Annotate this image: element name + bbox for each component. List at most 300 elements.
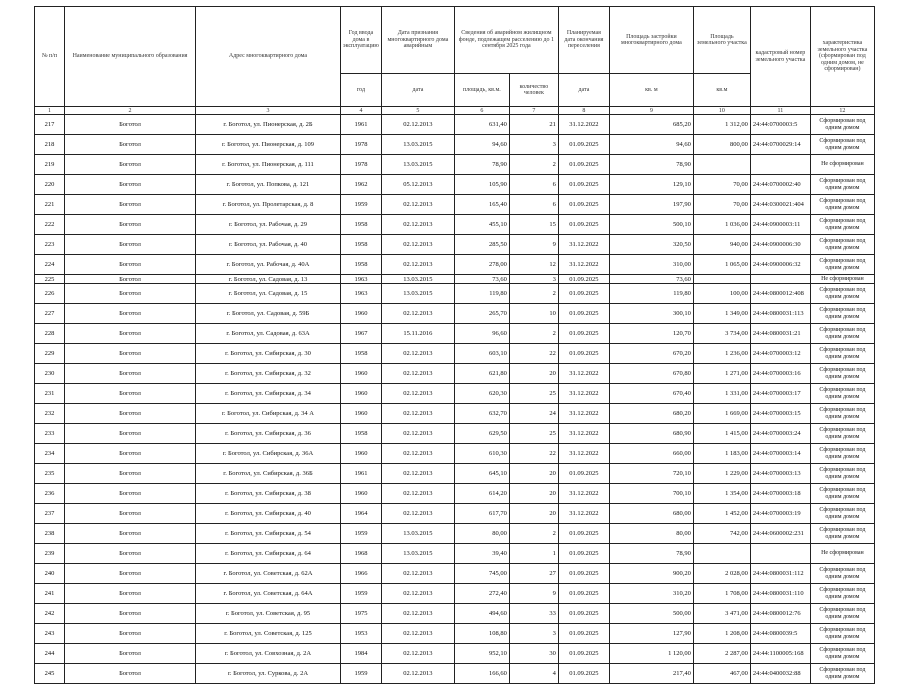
cell-address: г. Боготол, ул. Сибирская, д. 34	[196, 384, 341, 404]
cell-area: 73,60	[454, 275, 509, 284]
cell-number: 225	[35, 275, 65, 284]
col-number: 12	[810, 107, 874, 115]
cell-building-area: 720,10	[609, 464, 693, 484]
cell-municipality: Боготол	[65, 384, 196, 404]
cell-municipality: Боготол	[65, 584, 196, 604]
cell-area: 455,10	[454, 215, 509, 235]
cell-number: 238	[35, 524, 65, 544]
cell-land-area	[693, 544, 750, 564]
header-no: № п/п	[35, 7, 65, 107]
table-row	[35, 504, 875, 524]
cell-number: 231	[35, 384, 65, 404]
cell-municipality: Боготол	[65, 444, 196, 464]
cell-planned-date: 31.12.2022	[558, 115, 609, 135]
cell-address: г. Боготол, ул. Сибирская, д. 54	[196, 524, 341, 544]
cell-emergency-date: 02.12.2013	[381, 584, 454, 604]
cell-emergency-date: 02.12.2013	[381, 464, 454, 484]
cell-building-area: 120,70	[609, 324, 693, 344]
cell-address: г. Боготол, ул. Сибирская, д. 36Б	[196, 464, 341, 484]
cell-emergency-date: 15.11.2016	[381, 324, 454, 344]
cell-land-char: Сформирован под одним домом	[810, 115, 874, 135]
cell-area: 166,60	[454, 664, 509, 684]
cell-municipality: Боготол	[65, 644, 196, 664]
cell-emergency-date: 02.12.2013	[381, 304, 454, 324]
cell-land-area: 1 354,00	[693, 484, 750, 504]
cell-year: 1958	[341, 235, 382, 255]
cell-number: 230	[35, 364, 65, 384]
cell-building-area: 300,10	[609, 304, 693, 324]
cell-cadastral: 24:44:0800031:110	[750, 584, 810, 604]
cell-address: г. Боготол, ул. Рабочая, д. 40А	[196, 255, 341, 275]
cell-municipality: Боготол	[65, 624, 196, 644]
cell-area: 119,80	[454, 284, 509, 304]
cell-planned-date: 01.09.2025	[558, 564, 609, 584]
cell-address: г. Боготол, ул. Попкова, д. 121	[196, 175, 341, 195]
cell-address: г. Боготол, ул. Сибирская, д. 36А	[196, 444, 341, 464]
cell-number: 242	[35, 604, 65, 624]
cell-number: 235	[35, 464, 65, 484]
cell-planned-date: 01.09.2025	[558, 135, 609, 155]
cell-planned-date: 01.09.2025	[558, 275, 609, 284]
col-number: 10	[693, 107, 750, 115]
cell-planned-date: 31.12.2022	[558, 404, 609, 424]
cell-emergency-date: 02.12.2013	[381, 215, 454, 235]
cell-land-char: Сформирован под одним домом	[810, 175, 874, 195]
cell-cadastral: 24:44:0400032:88	[750, 664, 810, 684]
cell-planned-date: 01.09.2025	[558, 584, 609, 604]
cell-number: 227	[35, 304, 65, 324]
cell-year: 1960	[341, 384, 382, 404]
cell-year: 1958	[341, 424, 382, 444]
cell-area: 272,40	[454, 584, 509, 604]
cell-year: 1961	[341, 115, 382, 135]
cell-planned-date: 01.09.2025	[558, 175, 609, 195]
cell-people: 21	[509, 115, 558, 135]
cell-land-char: Сформирован под одним домом	[810, 364, 874, 384]
cell-people: 20	[509, 504, 558, 524]
cell-cadastral: 24:44:0800012:408	[750, 284, 810, 304]
col-number: 9	[609, 107, 693, 115]
cell-planned-date: 31.12.2022	[558, 424, 609, 444]
cell-emergency-date: 02.12.2013	[381, 235, 454, 255]
cell-people: 22	[509, 344, 558, 364]
cell-municipality: Боготол	[65, 344, 196, 364]
table-row	[35, 544, 875, 564]
table-row	[35, 644, 875, 664]
cell-building-area: 660,00	[609, 444, 693, 464]
cell-emergency-date: 02.12.2013	[381, 624, 454, 644]
table-row	[35, 215, 875, 235]
cell-people: 30	[509, 644, 558, 664]
cell-address: г. Боготол, ул. Сибирская, д. 38	[196, 484, 341, 504]
cell-cadastral: 24:44:0800012:76	[750, 604, 810, 624]
cell-people: 2	[509, 284, 558, 304]
cell-land-char: Сформирован под одним домом	[810, 484, 874, 504]
cell-land-area: 800,00	[693, 135, 750, 155]
housing-register-sheet	[34, 6, 875, 684]
table-row	[35, 604, 875, 624]
emergency-housing-table	[34, 6, 875, 684]
cell-land-area: 1 229,00	[693, 464, 750, 484]
table-body	[35, 115, 875, 684]
cell-land-char: Сформирован под одним домом	[810, 404, 874, 424]
cell-building-area: 320,50	[609, 235, 693, 255]
cell-year: 1960	[341, 444, 382, 464]
cell-people: 2	[509, 324, 558, 344]
cell-number: 219	[35, 155, 65, 175]
cell-cadastral: 24:44:0700002:40	[750, 175, 810, 195]
cell-people: 33	[509, 604, 558, 624]
cell-land-char: Сформирован под одним домом	[810, 664, 874, 684]
cell-address: г. Боготол, ул. Садовая, д. 59Б	[196, 304, 341, 324]
cell-planned-date: 01.09.2025	[558, 215, 609, 235]
cell-year: 1958	[341, 215, 382, 235]
table-row	[35, 564, 875, 584]
cell-cadastral: 24:44:0800039:5	[750, 624, 810, 644]
cell-municipality: Боготол	[65, 524, 196, 544]
cell-area: 610,30	[454, 444, 509, 464]
cell-municipality: Боготол	[65, 275, 196, 284]
cell-year: 1963	[341, 284, 382, 304]
cell-area: 620,30	[454, 384, 509, 404]
cell-land-area: 70,00	[693, 195, 750, 215]
col-number: 4	[341, 107, 382, 115]
cell-address: г. Боготол, ул. Суркова, д. 2А	[196, 664, 341, 684]
table-row	[35, 524, 875, 544]
cell-municipality: Боготол	[65, 604, 196, 624]
cell-year: 1958	[341, 344, 382, 364]
cell-emergency-date: 02.12.2013	[381, 195, 454, 215]
cell-year: 1959	[341, 664, 382, 684]
header-cadastral: кадастровый номер земельного участка	[750, 7, 810, 107]
cell-people: 2	[509, 524, 558, 544]
cell-land-char: Сформирован под одним домом	[810, 464, 874, 484]
table-header	[35, 7, 875, 115]
cell-emergency-date: 02.12.2013	[381, 404, 454, 424]
table-row	[35, 384, 875, 404]
cell-building-area: 670,80	[609, 364, 693, 384]
cell-people: 15	[509, 215, 558, 235]
cell-land-area: 1 708,00	[693, 584, 750, 604]
cell-emergency-date: 02.12.2013	[381, 484, 454, 504]
header-building-area: Площадь застройки многоквартирного дома	[609, 7, 693, 74]
cell-emergency-date: 02.12.2013	[381, 564, 454, 584]
cell-land-char: Сформирован под одним домом	[810, 235, 874, 255]
cell-address: г. Боготол, ул. Советская, д. 125	[196, 624, 341, 644]
cell-cadastral: 24:44:0700029:14	[750, 135, 810, 155]
cell-planned-date: 31.12.2022	[558, 484, 609, 504]
table-row	[35, 155, 875, 175]
cell-area: 285,50	[454, 235, 509, 255]
cell-area: 494,60	[454, 604, 509, 624]
cell-cadastral: 24:44:0700003:16	[750, 364, 810, 384]
header-resettle-info: Сведения об аварийном жилищном фонде, подлежащем расселению до 1 сентября 2025 года	[454, 7, 558, 74]
cell-building-area: 685,20	[609, 115, 693, 135]
cell-people: 3	[509, 275, 558, 284]
cell-municipality: Боготол	[65, 255, 196, 275]
cell-area: 632,70	[454, 404, 509, 424]
cell-land-char: Сформирован под одним домом	[810, 424, 874, 444]
cell-building-area: 680,00	[609, 504, 693, 524]
cell-land-char: Не сформирован	[810, 544, 874, 564]
cell-year: 1978	[341, 135, 382, 155]
cell-address: г. Боготол, ул. Совхозная, д. 2А	[196, 644, 341, 664]
cell-emergency-date: 13.03.2015	[381, 155, 454, 175]
cell-year: 1961	[341, 464, 382, 484]
subheader-year: год	[341, 74, 382, 107]
cell-number: 228	[35, 324, 65, 344]
cell-emergency-date: 02.12.2013	[381, 444, 454, 464]
cell-address: г. Боготол, ул. Пионерская, д. 109	[196, 135, 341, 155]
cell-people: 9	[509, 235, 558, 255]
table-row	[35, 404, 875, 424]
cell-emergency-date: 02.12.2013	[381, 504, 454, 524]
cell-land-area: 1 415,00	[693, 424, 750, 444]
cell-address: г. Боготол, ул. Садовая, д. 13	[196, 275, 341, 284]
cell-people: 24	[509, 404, 558, 424]
cell-people: 25	[509, 424, 558, 444]
col-number: 3	[196, 107, 341, 115]
cell-area: 631,40	[454, 115, 509, 135]
table-row	[35, 584, 875, 604]
cell-municipality: Боготол	[65, 364, 196, 384]
cell-emergency-date: 13.03.2015	[381, 135, 454, 155]
cell-building-area: 500,00	[609, 604, 693, 624]
cell-emergency-date: 02.12.2013	[381, 424, 454, 444]
cell-land-char: Сформирован под одним домом	[810, 384, 874, 404]
cell-address: г. Боготол, ул. Сибирская, д. 64	[196, 544, 341, 564]
cell-year: 1964	[341, 504, 382, 524]
cell-number: 224	[35, 255, 65, 275]
cell-municipality: Боготол	[65, 544, 196, 564]
cell-people: 2	[509, 155, 558, 175]
cell-address: г. Боготол, ул. Советская, д. 64А	[196, 584, 341, 604]
cell-address: г. Боготол, ул. Пролетарская, д. 8	[196, 195, 341, 215]
cell-emergency-date: 02.12.2013	[381, 364, 454, 384]
cell-area: 80,00	[454, 524, 509, 544]
cell-planned-date: 31.12.2022	[558, 504, 609, 524]
cell-people: 6	[509, 175, 558, 195]
cell-cadastral: 24:44:0700003:12	[750, 344, 810, 364]
cell-emergency-date: 05.12.2013	[381, 175, 454, 195]
cell-year: 1959	[341, 524, 382, 544]
cell-people: 12	[509, 255, 558, 275]
cell-planned-date: 01.09.2025	[558, 344, 609, 364]
cell-people: 3	[509, 135, 558, 155]
cell-year: 1975	[341, 604, 382, 624]
cell-planned-date: 01.09.2025	[558, 544, 609, 564]
table-row	[35, 175, 875, 195]
cell-cadastral	[750, 275, 810, 284]
cell-area: 952,10	[454, 644, 509, 664]
cell-people: 10	[509, 304, 558, 324]
cell-address: г. Боготол, ул. Садовая, д. 15	[196, 284, 341, 304]
table-row	[35, 464, 875, 484]
cell-area: 108,80	[454, 624, 509, 644]
subheader-area: площадь, кв.м.	[454, 74, 509, 107]
cell-emergency-date: 02.12.2013	[381, 644, 454, 664]
cell-cadastral: 24:44:0300021:404	[750, 195, 810, 215]
cell-planned-date: 01.09.2025	[558, 155, 609, 175]
table-row	[35, 235, 875, 255]
header-year-commission: Год ввода дома в эксплуатацию	[341, 7, 382, 74]
cell-land-area: 100,00	[693, 284, 750, 304]
cell-year: 1960	[341, 364, 382, 384]
table-row	[35, 624, 875, 644]
cell-area: 94,60	[454, 135, 509, 155]
cell-municipality: Боготол	[65, 464, 196, 484]
header-date-emergency: Дата признания многоквартирного дома аварийным	[381, 7, 454, 74]
cell-land-area: 1 669,00	[693, 404, 750, 424]
cell-municipality: Боготол	[65, 564, 196, 584]
cell-people: 27	[509, 564, 558, 584]
cell-address: г. Боготол, ул. Сибирская, д. 34 А	[196, 404, 341, 424]
cell-emergency-date: 02.12.2013	[381, 115, 454, 135]
cell-area: 105,90	[454, 175, 509, 195]
cell-cadastral: 24:44:0800031:21	[750, 324, 810, 344]
col-number: 5	[381, 107, 454, 115]
cell-year: 1958	[341, 255, 382, 275]
cell-building-area: 78,90	[609, 544, 693, 564]
cell-land-area: 467,00	[693, 664, 750, 684]
cell-land-char: Не сформирован	[810, 155, 874, 175]
cell-building-area: 670,40	[609, 384, 693, 404]
cell-year: 1959	[341, 195, 382, 215]
cell-municipality: Боготол	[65, 195, 196, 215]
cell-building-area: 78,90	[609, 155, 693, 175]
header-land-char: характеристика земельного участка (сформирован под одним домом, не сформирован)	[810, 7, 874, 107]
cell-address: г. Боготол, ул. Рабочая, д. 40	[196, 235, 341, 255]
cell-address: г. Боготол, ул. Сибирская, д. 32	[196, 364, 341, 384]
cell-land-area: 1 065,00	[693, 255, 750, 275]
cell-land-char: Сформирован под одним домом	[810, 524, 874, 544]
table-row	[35, 284, 875, 304]
cell-year: 1968	[341, 544, 382, 564]
cell-municipality: Боготол	[65, 284, 196, 304]
cell-building-area: 310,00	[609, 255, 693, 275]
cell-emergency-date: 13.03.2015	[381, 524, 454, 544]
cell-land-area: 3 734,00	[693, 324, 750, 344]
cell-municipality: Боготол	[65, 175, 196, 195]
cell-address: г. Боготол, ул. Сибирская, д. 30	[196, 344, 341, 364]
cell-building-area: 310,20	[609, 584, 693, 604]
cell-municipality: Боготол	[65, 424, 196, 444]
cell-year: 1978	[341, 155, 382, 175]
cell-land-area: 1 183,00	[693, 444, 750, 464]
column-number-row	[35, 107, 875, 115]
cell-address: г. Боготол, ул. Пионерская, д. 2Б	[196, 115, 341, 135]
col-number: 11	[750, 107, 810, 115]
cell-municipality: Боготол	[65, 504, 196, 524]
cell-planned-date: 01.09.2025	[558, 195, 609, 215]
cell-land-char: Сформирован под одним домом	[810, 644, 874, 664]
subheader-sqm2: кв.м	[693, 74, 750, 107]
cell-land-char: Сформирован под одним домом	[810, 304, 874, 324]
cell-area: 39,40	[454, 544, 509, 564]
cell-year: 1962	[341, 175, 382, 195]
cell-building-area: 217,40	[609, 664, 693, 684]
cell-number: 222	[35, 215, 65, 235]
cell-people: 9	[509, 584, 558, 604]
cell-building-area: 670,20	[609, 344, 693, 364]
cell-building-area: 127,90	[609, 624, 693, 644]
cell-building-area: 680,20	[609, 404, 693, 424]
cell-emergency-date: 02.12.2013	[381, 604, 454, 624]
cell-land-char: Сформирован под одним домом	[810, 604, 874, 624]
cell-land-area: 1 349,00	[693, 304, 750, 324]
cell-year: 1967	[341, 324, 382, 344]
table-row	[35, 135, 875, 155]
table-row	[35, 484, 875, 504]
cell-cadastral: 24:44:0700003:13	[750, 464, 810, 484]
cell-planned-date: 31.12.2022	[558, 384, 609, 404]
cell-people: 25	[509, 384, 558, 404]
cell-building-area: 94,60	[609, 135, 693, 155]
cell-cadastral: 24:44:0900003:11	[750, 215, 810, 235]
cell-emergency-date: 02.12.2013	[381, 384, 454, 404]
cell-planned-date: 31.12.2022	[558, 444, 609, 464]
cell-municipality: Боготол	[65, 664, 196, 684]
cell-municipality: Боготол	[65, 404, 196, 424]
table-row	[35, 195, 875, 215]
cell-land-char: Сформирован под одним домом	[810, 624, 874, 644]
cell-planned-date: 01.09.2025	[558, 644, 609, 664]
cell-emergency-date: 02.12.2013	[381, 664, 454, 684]
cell-land-area: 1 208,00	[693, 624, 750, 644]
cell-municipality: Боготол	[65, 484, 196, 504]
cell-area: 614,20	[454, 484, 509, 504]
cell-land-area: 1 271,00	[693, 364, 750, 384]
cell-people: 20	[509, 464, 558, 484]
cell-building-area: 700,10	[609, 484, 693, 504]
cell-number: 220	[35, 175, 65, 195]
table-row	[35, 304, 875, 324]
cell-number: 244	[35, 644, 65, 664]
cell-planned-date: 01.09.2025	[558, 524, 609, 544]
cell-land-char: Сформирован под одним домом	[810, 255, 874, 275]
cell-cadastral: 24:44:0600002:231	[750, 524, 810, 544]
cell-number: 241	[35, 584, 65, 604]
cell-municipality: Боготол	[65, 215, 196, 235]
cell-number: 237	[35, 504, 65, 524]
cell-emergency-date: 13.03.2015	[381, 284, 454, 304]
cell-planned-date: 01.09.2025	[558, 464, 609, 484]
cell-cadastral: 24:44:0700003:18	[750, 484, 810, 504]
cell-year: 1960	[341, 484, 382, 504]
cell-address: г. Боготол, ул. Сибирская, д. 36	[196, 424, 341, 444]
cell-land-area	[693, 155, 750, 175]
cell-people: 22	[509, 444, 558, 464]
cell-emergency-date: 02.12.2013	[381, 344, 454, 364]
cell-emergency-date: 13.03.2015	[381, 544, 454, 564]
cell-planned-date: 31.12.2022	[558, 255, 609, 275]
cell-cadastral: 24:44:0800031:113	[750, 304, 810, 324]
cell-number: 239	[35, 544, 65, 564]
cell-cadastral	[750, 155, 810, 175]
cell-area: 96,60	[454, 324, 509, 344]
cell-year: 1953	[341, 624, 382, 644]
cell-municipality: Боготол	[65, 235, 196, 255]
cell-area: 603,10	[454, 344, 509, 364]
cell-building-area: 680,90	[609, 424, 693, 444]
cell-area: 278,00	[454, 255, 509, 275]
cell-people: 1	[509, 544, 558, 564]
cell-building-area: 197,90	[609, 195, 693, 215]
cell-building-area: 80,00	[609, 524, 693, 544]
cell-cadastral: 24:44:0900006:30	[750, 235, 810, 255]
cell-people: 6	[509, 195, 558, 215]
cell-land-char: Сформирован под одним домом	[810, 444, 874, 464]
